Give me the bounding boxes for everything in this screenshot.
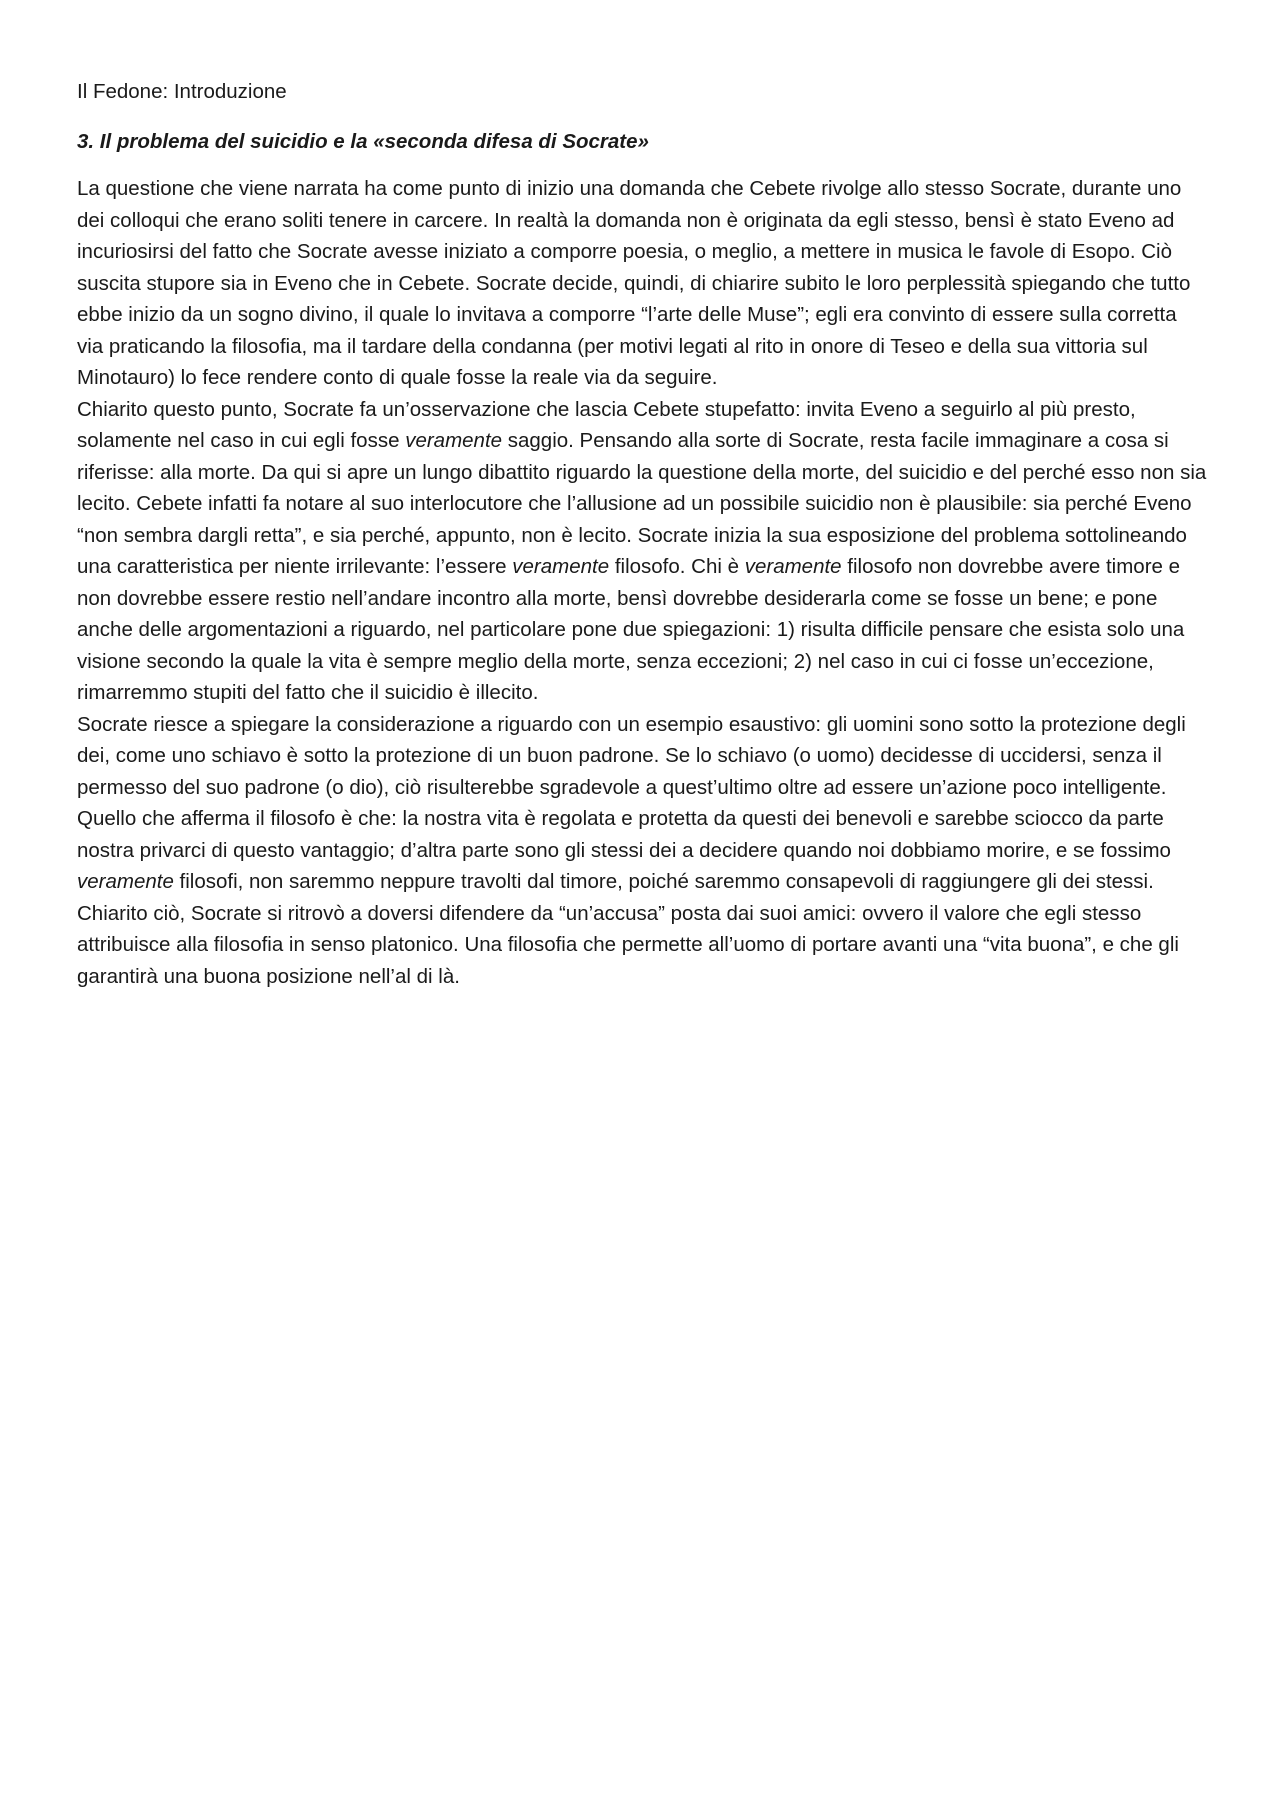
- emphasis-word: veramente: [744, 555, 842, 578]
- paragraph-text: filosofi, non saremmo neppure travolti dal timore, poiché saremmo consapevoli di raggiungere gli dei stessi.: [173, 870, 1154, 893]
- paragraph-text: filosofo. Chi è: [609, 555, 745, 578]
- section-heading: 3. Il problema del suicidio e la «seconda difesa di Socrate»: [77, 129, 649, 153]
- emphasis-word: veramente: [512, 555, 610, 578]
- document-title: Il Fedone: Introduzione: [77, 80, 287, 103]
- paragraph-philosopher-death: [77, 394, 1207, 709]
- paragraph-text: Chiarito questo punto, Socrate fa un’osservazione che lascia Cebete stupefatto: invita Eveno a seguirlo al più presto, solamente nel caso in cui egli fosse: [77, 397, 1136, 452]
- emphasis-word: veramente: [77, 870, 174, 893]
- paragraph-text: Chiarito ciò, Socrate si ritrovò a doversi difendere da “un’accusa” posta dai suoi amici: ovvero il valore che egli stesso attribuisce alla filosofia in senso platonico. Una filosofia che permette all’uomo di portare avanti una “vita buona”, e che gli garantirà una buona posizione nell’al di là.: [77, 901, 1179, 988]
- document-body: [77, 76, 1207, 992]
- paragraph-intro: [77, 173, 1207, 394]
- emphasis-word: veramente: [405, 429, 503, 452]
- paragraph-conclusion: [77, 898, 1207, 993]
- paragraph-text: La questione che viene narrata ha come punto di inizio una domanda che Cebete rivolge allo stesso Socrate, durante uno dei colloqui che erano soliti tenere in carcere. In realtà la domanda non è originata da egli stesso, bensì è stato Eveno ad incuriosirsi del fatto che Socrate avesse iniziato a comporre poesia, o meglio, a mettere in musica le favole di Esopo. Ciò suscita stupore sia in Eveno che in Cebete. Socrate decide, quindi, di chiarire subito le loro perplessità spiegando che tutto ebbe inizio da un sogno divino, il quale lo invitava a comporre “l’arte delle Muse”; egli era convinto di essere sulla corretta via praticando la filosofia, ma il tardare della condanna (per motivi legati al rito in onore di Teseo e della sua vittoria sul Minotauro) lo fece rendere conto di quale fosse la reale via da seguire.: [77, 177, 1191, 389]
- paragraph-slave-example: [77, 709, 1207, 898]
- paragraph-text: Socrate riesce a spiegare la considerazione a riguardo con un esempio esaustivo: gli uomini sono sotto la protezione degli dei, come uno schiavo è sotto la protezione di un buon padrone. Se lo schiavo (o uomo) decidesse di uccidersi, senza il permesso del suo padrone (o dio), ciò risulterebbe sgradevole a quest’ultimo oltre ad essere un’azione poco intelligente. Quello che afferma il filosofo è che: la nostra vita è regolata e protetta da questi dei benevoli e sarebbe sciocco da parte nostra privarci di questo vantaggio; d’altra parte sono gli stessi dei a decidere quando noi dobbiamo morire, e se fossimo: [77, 712, 1186, 862]
- paragraph-text: saggio. Pensando alla sorte di Socrate, resta facile immaginare a cosa si riferisse: alla morte. Da qui si apre un lungo dibattito riguardo la questione della morte, del suicidio e del perché esso non sia lecito. Cebete infatti fa notare al suo interlocutore che l’allusione ad un possibile suicidio non è plausibile: sia perché Eveno “non sembra dargli retta”, e sia perché, appunto, non è lecito. Socrate inizia la sua esposizione del problema sottolineando una caratteristica per niente irrilevante: l’essere: [77, 429, 1207, 578]
- paragraph-text: filosofo non dovrebbe avere timore e non dovrebbe essere restio nell’andare incontro alla morte, bensì dovrebbe desiderarla come se fosse un bene; e pone anche delle argomentazioni a riguardo, nel particolare pone due spiegazioni: 1) risulta difficile pensare che esista solo una visione secondo la quale la vita è sempre meglio della morte, senza eccezioni; 2) nel caso in cui ci fosse un’eccezione, rimarremmo stupiti del fatto che il suicidio è illecito.: [77, 555, 1185, 704]
